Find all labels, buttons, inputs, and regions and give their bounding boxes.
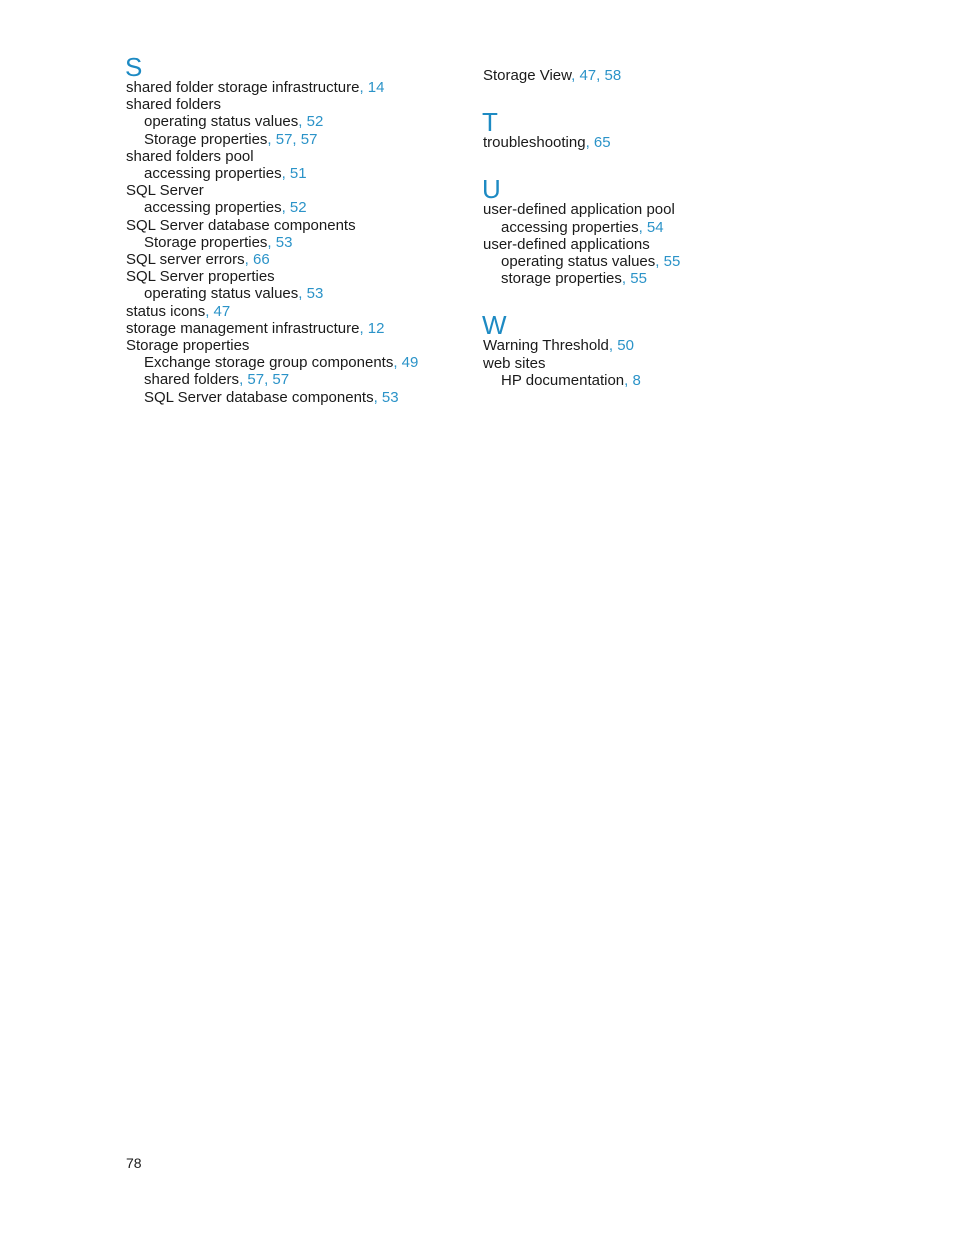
spacer [483, 55, 823, 67]
index-term: shared folders pool [126, 147, 254, 165]
page-reference-link[interactable]: , 65 [585, 134, 611, 152]
index-entry [483, 355, 823, 372]
index-term: storage properties [501, 270, 622, 288]
index-entry [126, 96, 466, 113]
index-subentry [126, 354, 466, 371]
page-number: 78 [126, 1155, 142, 1171]
index-entry [126, 217, 466, 234]
index-term: web sites [483, 354, 546, 372]
index-term: Storage properties [126, 337, 250, 355]
index-entry [126, 303, 466, 320]
index-subentry [483, 270, 823, 287]
page-reference-link[interactable]: , 53 [267, 233, 293, 251]
index-column-right [483, 55, 823, 389]
index-term: storage management infrastructure [126, 319, 360, 337]
index-term: shared folders [126, 96, 222, 114]
index-term: SQL Server properties [126, 268, 275, 286]
page-reference-link[interactable]: , 52 [298, 113, 324, 131]
index-term: accessing properties [144, 199, 282, 217]
spacer [483, 287, 823, 313]
page-reference-link[interactable]: , 52 [281, 199, 307, 217]
index-term: Exchange storage group components [144, 354, 394, 372]
index-term: troubleshooting [483, 134, 586, 152]
page-reference-link[interactable]: , 53 [298, 285, 324, 303]
index-subentry [126, 234, 466, 251]
index-term: user-defined applications [483, 235, 650, 253]
index-term: SQL Server database components [126, 216, 356, 234]
page-reference-link[interactable]: , 66 [244, 251, 270, 269]
index-term: status icons [126, 302, 206, 320]
index-term: HP documentation [501, 371, 625, 389]
index-entry [126, 251, 466, 268]
page-reference-link[interactable]: , 55 [655, 253, 681, 271]
index-subentry [126, 131, 466, 148]
index-term: Storage properties [144, 233, 268, 251]
index-letter-heading: S [125, 52, 143, 82]
page-reference-link[interactable]: , 54 [638, 218, 664, 236]
index-letter-heading: W [482, 310, 507, 341]
index-subentry [483, 253, 823, 270]
index-subentry [126, 165, 466, 182]
index-subentry [126, 199, 466, 216]
page-reference-link[interactable]: , 47, 58 [571, 67, 622, 84]
index-entry [126, 337, 466, 354]
page-reference-link[interactable]: , 53 [373, 388, 399, 406]
index-term: shared folder storage infrastructure [126, 79, 360, 96]
page-reference-link[interactable]: , 57, 57 [267, 130, 318, 148]
index-entry [483, 236, 823, 253]
index-entry [126, 148, 466, 165]
index-subentry [126, 285, 466, 302]
index-term: SQL Server [126, 182, 204, 200]
page-reference-link[interactable]: , 14 [359, 79, 385, 96]
index-letter-heading: T [482, 107, 498, 138]
index-term: user-defined application pool [483, 201, 675, 219]
index-entry [126, 320, 466, 337]
page-reference-link[interactable]: , 57, 57 [239, 371, 290, 389]
index-term: operating status values [501, 253, 656, 271]
index-term: accessing properties [501, 218, 639, 236]
index-subentry [483, 372, 823, 389]
index-term: SQL server errors [126, 251, 245, 269]
index-entry [483, 201, 823, 218]
page-reference-link[interactable]: , 12 [359, 319, 385, 337]
index-entry [483, 337, 823, 354]
index-term: Storage properties [144, 130, 268, 148]
index-subentry [126, 389, 466, 406]
spacer [483, 151, 823, 177]
page-reference-link[interactable]: , 55 [621, 270, 647, 288]
index-subentry [483, 219, 823, 236]
page-reference-link[interactable]: , 49 [393, 354, 419, 372]
spacer [483, 84, 823, 110]
index-entry [483, 134, 823, 151]
index-term: SQL Server database components [144, 388, 374, 406]
page-reference-link[interactable]: , 50 [608, 337, 634, 355]
index-term: operating status values [144, 285, 299, 303]
index-term: accessing properties [144, 165, 282, 183]
page-reference-link[interactable]: , 47 [205, 302, 231, 320]
index-term: shared folders [144, 371, 240, 389]
index-subentry [126, 371, 466, 388]
page-reference-link[interactable]: , 8 [624, 371, 641, 389]
index-entry [126, 268, 466, 285]
page-reference-link[interactable]: , 51 [281, 165, 307, 183]
index-entry [126, 182, 466, 199]
index-column-left [125, 52, 466, 406]
index-term: Storage View [483, 67, 572, 84]
index-term: Warning Threshold [483, 337, 609, 355]
index-subentry [126, 113, 466, 130]
index-letter-heading: U [482, 174, 501, 205]
index-term: operating status values [144, 113, 299, 131]
index-entry [126, 79, 466, 96]
index-entry [483, 67, 823, 84]
